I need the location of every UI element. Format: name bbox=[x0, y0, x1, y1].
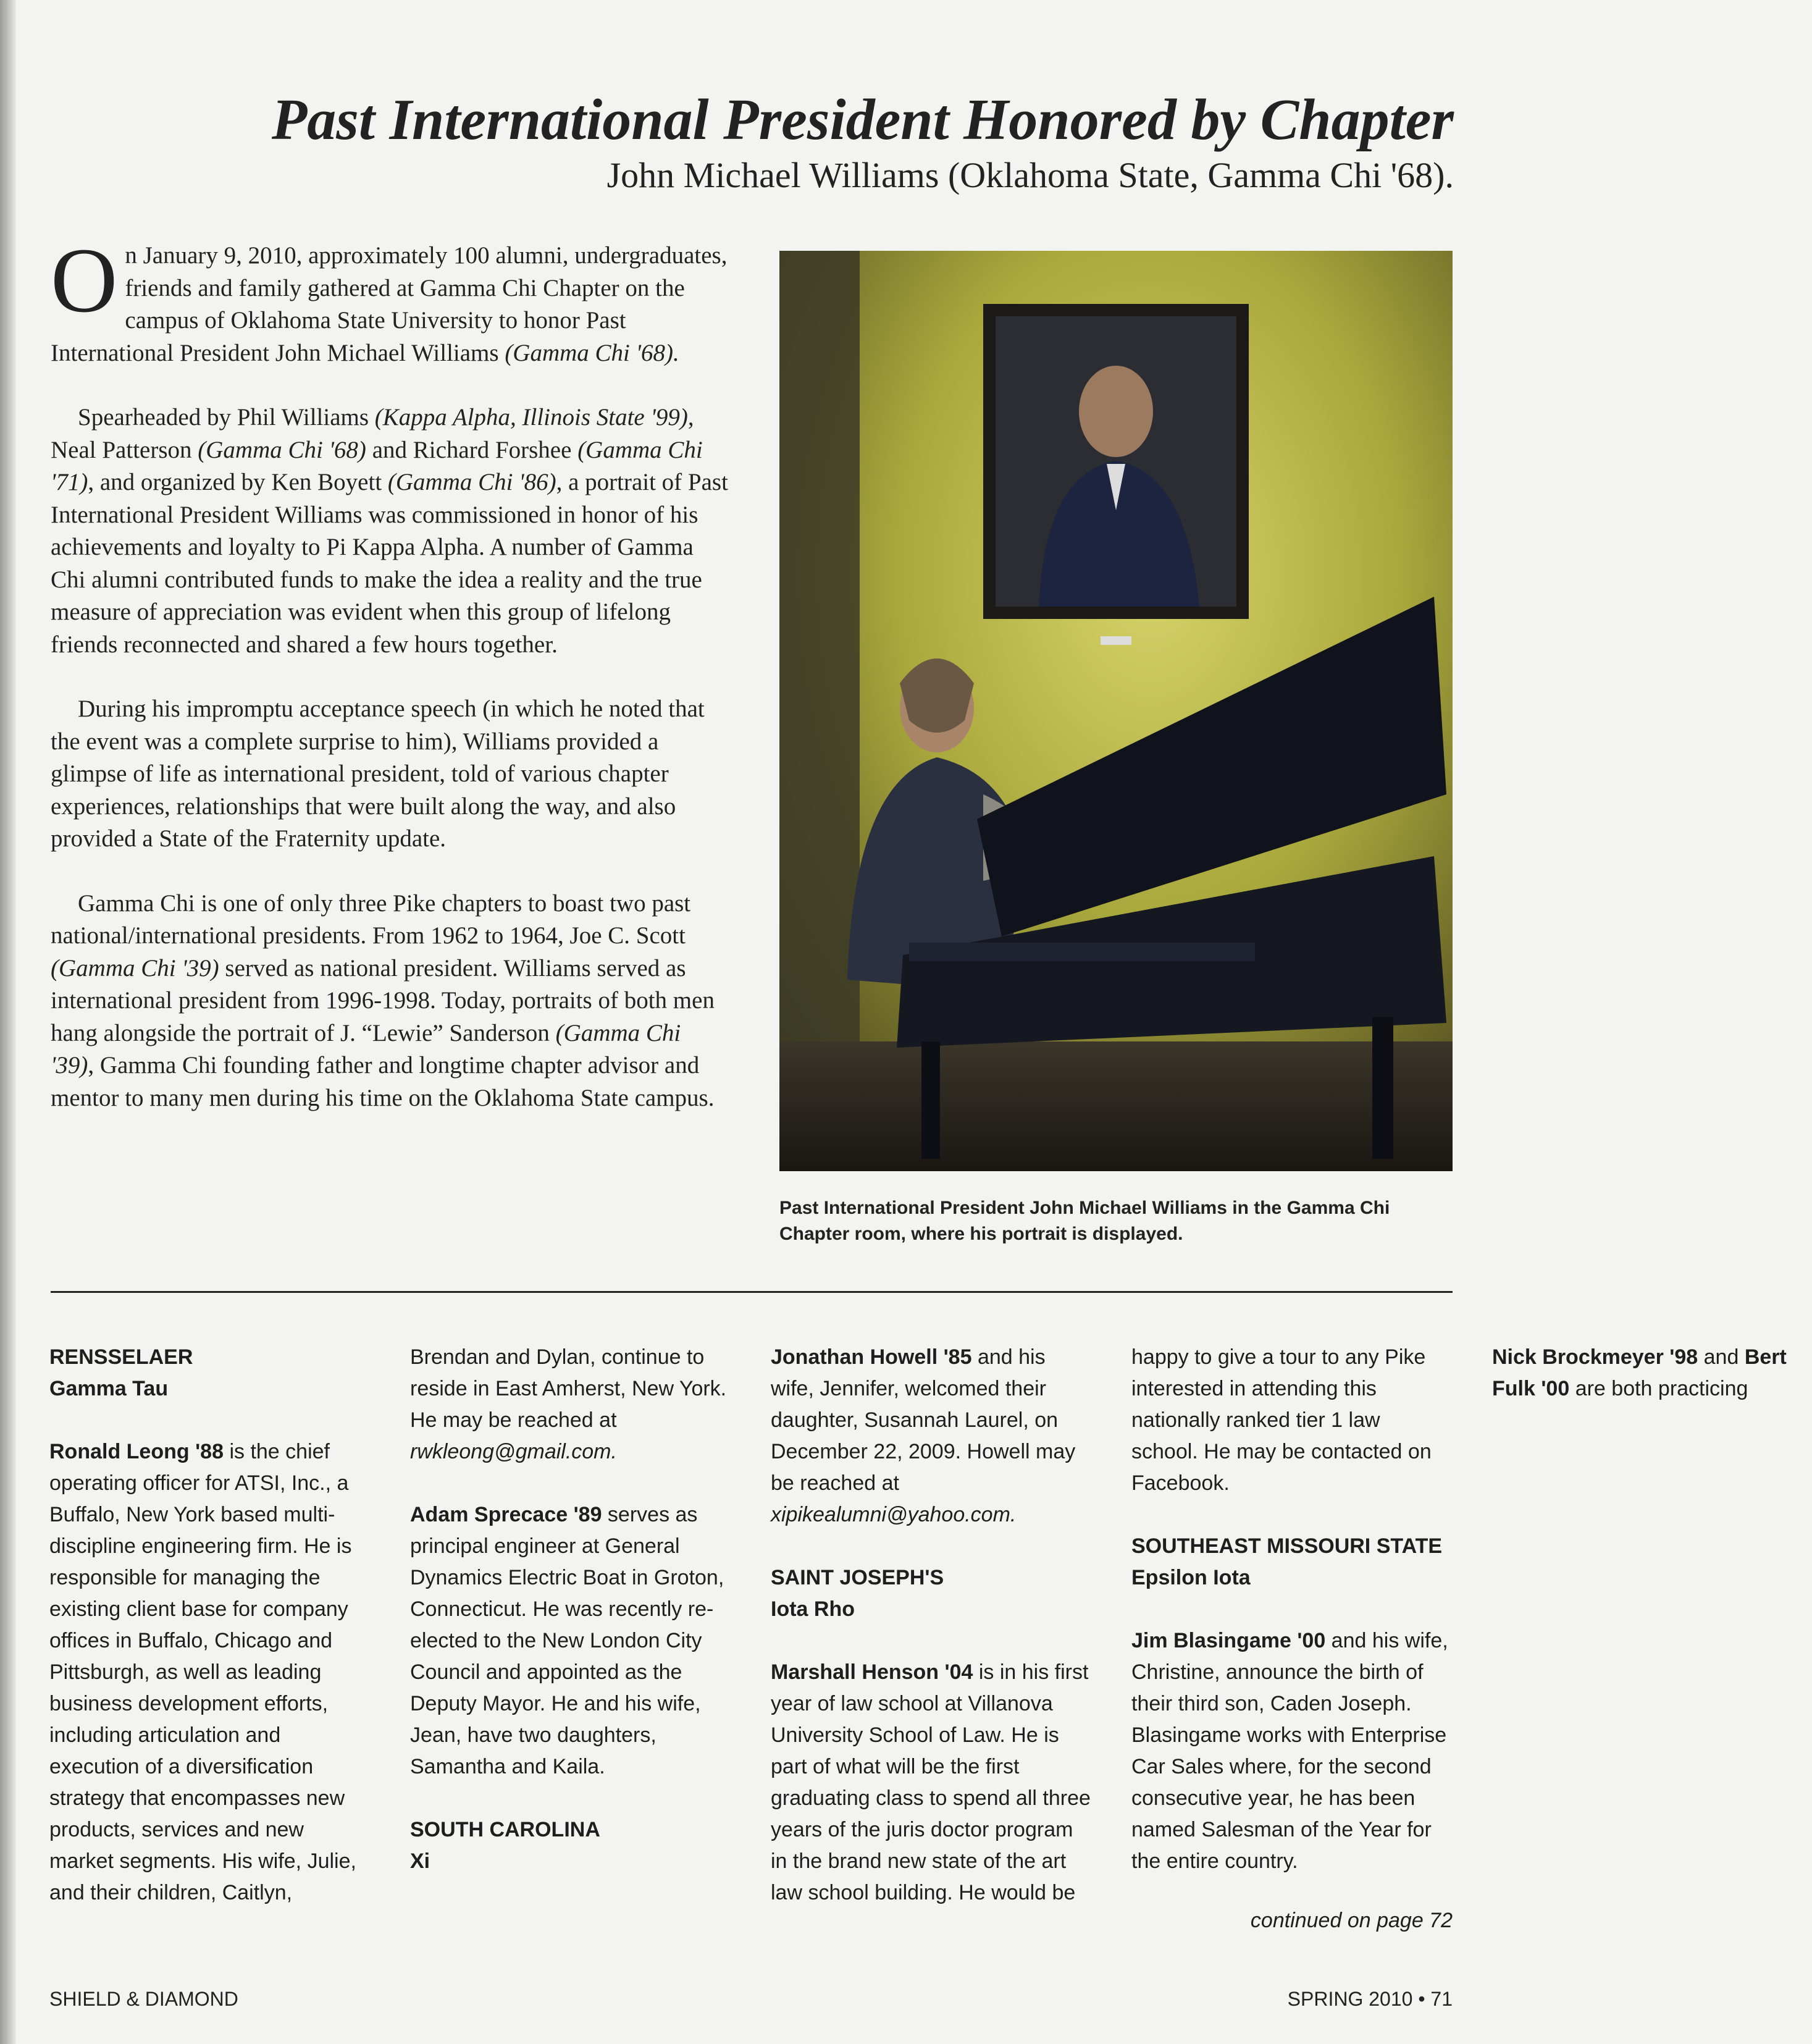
note-blasingame bbox=[1131, 1625, 1451, 1877]
paragraph-2-text-2: , Neal Patterson bbox=[51, 404, 694, 463]
section-divider bbox=[51, 1291, 1453, 1293]
portrait-light bbox=[1101, 636, 1131, 645]
article-title: Past International President Honored by Chapter bbox=[271, 88, 1454, 152]
paragraph-4-text-1: Gamma Chi is one of only three Pike chapters to boast two past national/international presidents. From 1962 to 1964, Joe C. Scott bbox=[51, 890, 691, 949]
note-sprecace-name: Adam Sprecace '89 bbox=[410, 1503, 602, 1526]
note-brockmeyer-fulk bbox=[1492, 1342, 1812, 1405]
school-heading-saint-josephs: SAINT JOSEPH'S bbox=[771, 1566, 944, 1589]
paragraph-3: During his impromptu acceptance speech (in which he noted that the event was a complete surprise to him), Williams provided a glimpse of life as international president, told of various chapter experiences, relationships that were built along the way, and also provided a State of the Fraternity update. bbox=[51, 696, 705, 852]
note-sprecace bbox=[410, 1499, 730, 1783]
paragraph-4-italic-2: (Gamma Chi '39) bbox=[51, 1019, 681, 1079]
note-henson-text: is in his first year of law school at Villanova University School of Law. He is part of what will be the first graduating class to spend all three years of the juris doctor program in the brand new state of the art law school building. He would be happy to give a tour to any Pike interested in attending this nationally ranked tier 1 law school. He may be contacted on Facebook. bbox=[771, 1345, 1432, 1904]
chapter-heading-iota-rho: Iota Rho bbox=[771, 1597, 855, 1621]
paragraph-2-text-5: , a portrait of Past International President Williams was commissioned in honor of his achievements and loyalty to Pi Kappa Alpha. A number of Gamma Chi alumni contributed funds to make the idea a reality and the true measure of appreciation was evident when this group of lifelong friends reconnected and shared a few hours together. bbox=[51, 469, 728, 658]
note-howell bbox=[771, 1342, 1091, 1531]
note-sprecace-text: serves as principal engineer at General Dynamics Electric Boat in Groton, Connecticut. He was recently re-elected to the New London City Council and appointed as the Deputy Mayor. He and his wife, Jean, have two daughters, Samantha and Kaila. bbox=[410, 1503, 724, 1778]
paragraph-1-text: n January 9, 2010, approximately 100 alumni, undergraduates, friends and family gathered at Gamma Chi Chapter on the campus of Oklahoma State University to honor Past International President John Michael Williams bbox=[51, 242, 728, 366]
note-and: and bbox=[1698, 1345, 1745, 1369]
paragraph-2-text-1: Spearheaded by Phil Williams bbox=[78, 404, 375, 431]
article-body bbox=[51, 229, 730, 1146]
paragraph-4-text-2: served as national president. Williams served as international president from 1996-1998. Today, portraits of both men hang alongside the portrait of J. “Lewie” Sanderson bbox=[51, 954, 715, 1046]
note-howell-email: xipikealumni@yahoo.com. bbox=[771, 1503, 1017, 1526]
paragraph-1 bbox=[51, 229, 730, 369]
paragraph-1-italic: (Gamma Chi '68). bbox=[505, 339, 679, 366]
paragraph-2-italic-4: (Gamma Chi '86) bbox=[387, 469, 556, 495]
footer-page-info: SPRING 2010 • 71 bbox=[1287, 1988, 1453, 2010]
chapter-heading-epsilon-iota: Epsilon Iota bbox=[1131, 1566, 1251, 1589]
paragraph-2 bbox=[51, 402, 730, 661]
left-wall-shadow bbox=[779, 251, 860, 1171]
paragraph-4 bbox=[51, 888, 730, 1115]
note-leong-email-flow: rwkleong@gmail.com. bbox=[410, 1440, 617, 1463]
paragraph-4-italic-1: (Gamma Chi '39) bbox=[51, 954, 219, 982]
note-leong-name-flow: Ronald Leong '88 bbox=[49, 1440, 224, 1463]
page-edge-shadow bbox=[0, 0, 16, 2044]
school-heading-rensselaer-flow: RENSSELAER bbox=[49, 1345, 193, 1369]
note-howell-text: and his wife, Jennifer, welcomed their daughter, Susannah Laurel, on December 22, 2009. Howell may be reached at bbox=[771, 1345, 1076, 1495]
note-fulk-text: are both practicing bbox=[1569, 1377, 1748, 1400]
paragraph-4-text-3: , Gamma Chi founding father and longtime chapter advisor and mentor to many men during his time on the Oklahoma State campus. bbox=[51, 1052, 715, 1111]
drop-cap: O bbox=[51, 229, 118, 332]
note-blasingame-name: Jim Blasingame '00 bbox=[1131, 1629, 1326, 1652]
chapter-heading-gamma-tau-flow: Gamma Tau bbox=[49, 1377, 169, 1400]
piano-keyboard-cover bbox=[909, 943, 1255, 961]
paragraph-2-italic-2: (Gamma Chi '68) bbox=[198, 436, 366, 463]
portrait-face bbox=[1079, 366, 1153, 457]
article-subtitle: John Michael Williams (Oklahoma State, Gamma Chi '68). bbox=[606, 155, 1454, 195]
note-fulk-name: Bert Fulk '00 bbox=[1492, 1345, 1787, 1400]
school-heading-south-carolina: SOUTH CAROLINA bbox=[410, 1818, 600, 1841]
note-leong-text-flow: is the chief operating officer for ATSI, Inc., a Buffalo, New York based multi-discipline engineering firm. He is responsible for managing the existing client base for company offices in Buffalo, Chicago and Pittsburgh, as well as leading business development efforts, including articulation and execution of a diversification strategy that encompasses new products, services and new market segments. His wife, Julie, and their children, Caitlyn, Brendan and Dylan, continue to reside in East Amherst, New York. He may be reached at bbox=[49, 1345, 727, 1904]
continued-note: continued on page 72 bbox=[1250, 1909, 1453, 1932]
paragraph-2-text-3: and Richard Forshee bbox=[366, 436, 578, 463]
notes-flow bbox=[49, 1342, 1787, 1935]
note-blasingame-text: and his wife, Christine, announce the birth of their third son, Caden Joseph. Blasingame works with Enterprise Car Sales where, for the second consecutive year, he has been named Salesman of the Year for the entire country. bbox=[1131, 1629, 1448, 1873]
paragraph-2-italic-3: (Gamma Chi '71) bbox=[51, 436, 703, 495]
note-howell-name: Jonathan Howell '85 bbox=[771, 1345, 972, 1369]
photo-caption: Past International President John Michael Williams in the Gamma Chi Chapter room, where his portrait is displayed. bbox=[779, 1198, 1390, 1244]
piano-leg-left bbox=[921, 1041, 940, 1159]
piano-portrait-photo bbox=[779, 251, 1453, 1171]
footer-publication: SHIELD & DIAMOND bbox=[49, 1988, 238, 2010]
piano-leg-right bbox=[1372, 1017, 1393, 1159]
floor bbox=[779, 1041, 1453, 1171]
photo-illustration bbox=[779, 251, 1453, 1171]
note-brockmeyer-name: Nick Brockmeyer '98 bbox=[1492, 1345, 1698, 1369]
note-henson-name: Marshall Henson '04 bbox=[771, 1660, 973, 1684]
paragraph-2-italic-1: (Kappa Alpha, Illinois State '99) bbox=[374, 404, 688, 431]
paragraph-2-text-4: , and organized by Ken Boyett bbox=[88, 469, 388, 495]
school-heading-southeast-missouri: SOUTHEAST MISSOURI STATE bbox=[1131, 1534, 1443, 1558]
chapter-heading-xi: Xi bbox=[410, 1849, 430, 1873]
